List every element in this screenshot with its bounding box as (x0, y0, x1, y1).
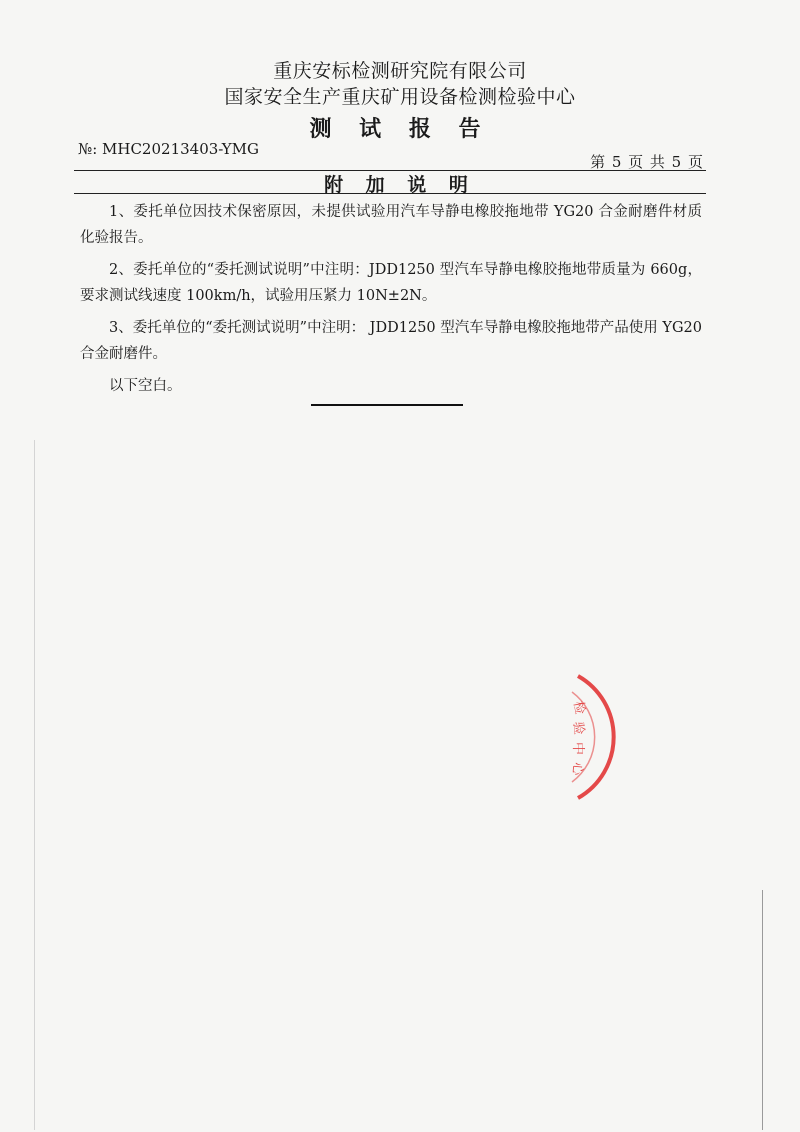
note-item: 1、委托单位因技术保密原因，未提供试验用汽车导静电橡胶拖地带 YG20 合金耐磨件材质化验报告。 (80, 204, 702, 246)
seal-ring (578, 676, 614, 798)
seal-char: 心 (568, 761, 585, 776)
note-item: 3、委托单位的“委托测试说明”中注明： JDD1250 型汽车导静电橡胶拖地带产品使用 YG20 合金耐磨件。 (80, 320, 702, 362)
note-item: 2、委托单位的“委托测试说明”中注明：JDD1250 型汽车导静电橡胶拖地带质量为 660g，要求测试线速度 100km/h，试验用压紧力 10N±2N。 (80, 262, 702, 304)
report-number: №: MHC20213403-YMG (78, 140, 259, 158)
section-divider (74, 193, 706, 194)
page-indicator: 第 5 页 共 5 页 (590, 153, 704, 171)
seal-char: 验 (570, 721, 587, 736)
end-of-content-line (311, 404, 463, 406)
seal-text (569, 700, 588, 777)
seal-char: 检 (570, 700, 588, 716)
scan-edge-line (762, 890, 763, 1130)
seal-char: 中 (570, 742, 585, 756)
seal-stamp (558, 672, 618, 802)
org-name-line2: 国家安全生产重庆矿用设备检测检验中心 (224, 86, 576, 108)
note-item: 以下空白。 (109, 378, 182, 394)
scan-edge-line (34, 440, 35, 1130)
org-name-line1: 重庆安标检测研究院有限公司 (273, 60, 527, 82)
report-title: 测 试 报 告 (309, 116, 491, 142)
section-title: 附 加 说 明 (324, 174, 476, 196)
notes-body (80, 199, 702, 405)
